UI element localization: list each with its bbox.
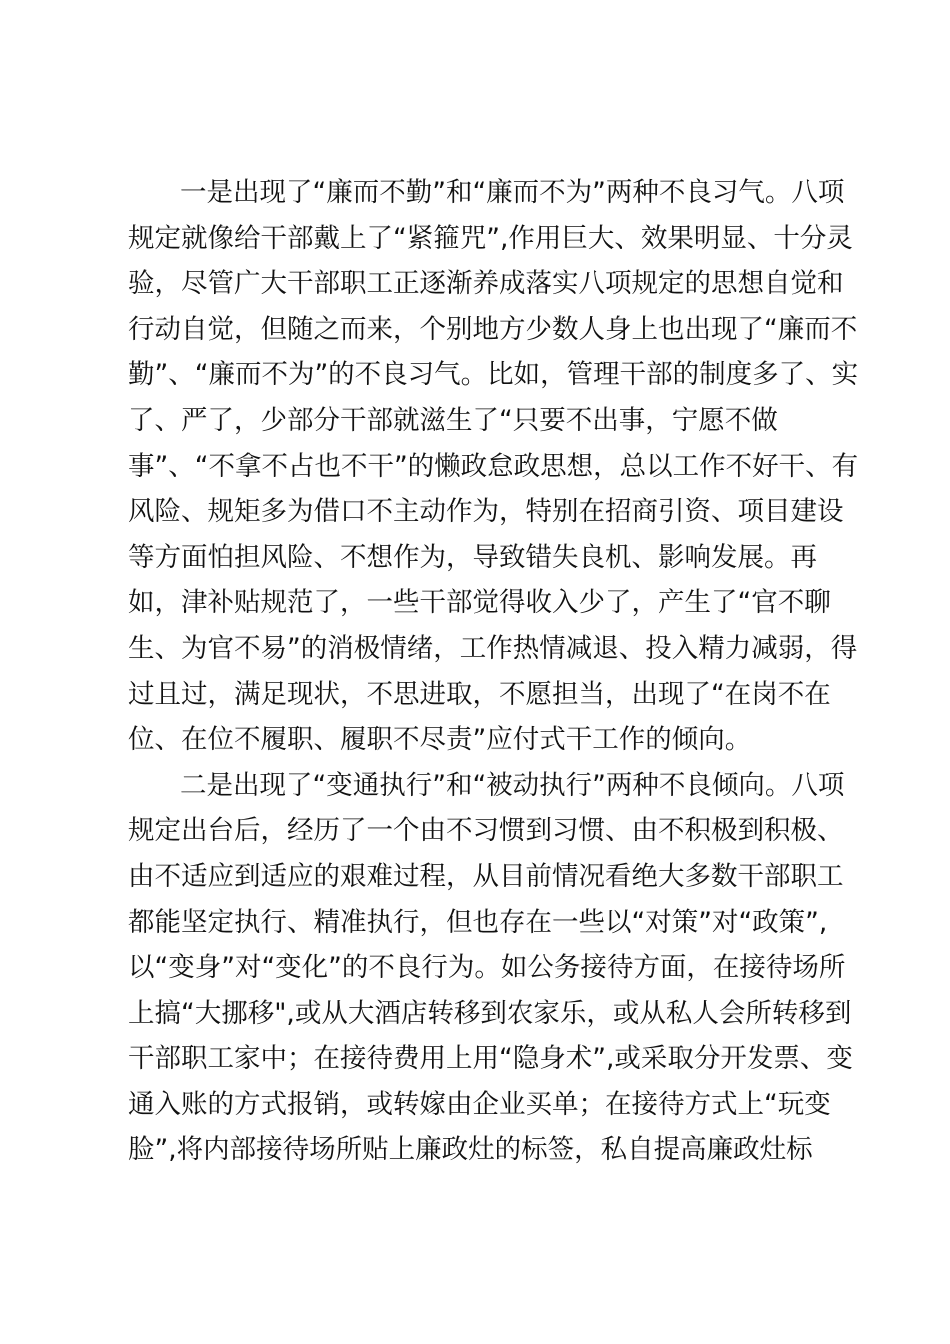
- paragraph-line: 生、为官不易”的消极情绪，工作热情减退、投入精力减弱，得: [128, 632, 858, 664]
- paragraph-line: 风险、规矩多为借口不主动作为，特别在招商引资、项目建设: [128, 496, 844, 528]
- paragraph-line: 干部职工家中；在接待费用上用“隐身术”,或采取分开发票、变: [128, 1043, 853, 1075]
- paragraph-line: 行动自觉，但随之而来，个别地方少数人身上也出现了“廉而不: [128, 313, 858, 345]
- paragraph-2: [128, 763, 853, 1173]
- paragraph-line: 一是出现了“廉而不勤”和“廉而不为”两种不良习气。八项: [180, 177, 845, 208]
- paragraph-line: 规定出台后，经历了一个由不习惯到习惯、由不积极到积极、: [128, 815, 844, 847]
- paragraph-1: [128, 170, 859, 763]
- paragraph-line: 如，津补贴规范了，一些干部觉得收入少了，产生了“官不聊: [128, 587, 831, 619]
- paragraph-line: 上搞“大挪移",或从大酒店转移到农家乐，或从私人会所转移到: [128, 997, 852, 1029]
- paragraph-line: 以“变身”对“变化”的不良行为。如公务接待方面，在接待场所: [128, 952, 846, 984]
- paragraph-line: 过且过，满足现状，不思进取，不愿担当，出现了“在岗不在: [128, 678, 831, 710]
- paragraph-line: 勤”、“廉而不为”的不良习气。比如，管理干部的制度多了、实: [128, 359, 859, 391]
- paragraph-line: 等方面怕担风险、不想作为，导致错失良机、影响发展。再: [128, 541, 817, 573]
- paragraph-line: 二是出现了“变通执行”和“被动执行”两种不良倾向。八项: [180, 769, 845, 801]
- paragraph-line: 验，尽管广大干部职工正逐渐养成落实八项规定的思想自觉和: [128, 268, 844, 300]
- paragraph-line: 脸”,将内部接待场所贴上廉政灶的标签，私自提高廉政灶标: [128, 1134, 813, 1166]
- paragraph-line: 了、严了，少部分干部就滋生了“只要不出事，宁愿不做: [128, 404, 778, 436]
- paragraph-line: 事”、“不拿不占也不干”的懒政怠政思想，总以工作不好干、有: [128, 450, 859, 482]
- paragraph-line: 都能坚定执行、精准执行，但也存在一些以“对策”对“政策”,: [128, 906, 828, 938]
- paragraph-line: 通入账的方式报销，或转嫁由企业买单；在接待方式上“玩变: [128, 1088, 831, 1120]
- paragraph-line: 位、在位不履职、履职不尽责”应付式干工作的倾向。: [128, 724, 752, 756]
- document-body: [128, 170, 859, 1173]
- paragraph-line: 规定就像给干部戴上了“紧箍咒”,作用巨大、效果明显、十分灵: [128, 222, 853, 254]
- paragraph-line: 由不适应到适应的艰难过程，从目前情况看绝大多数干部职工: [128, 860, 844, 892]
